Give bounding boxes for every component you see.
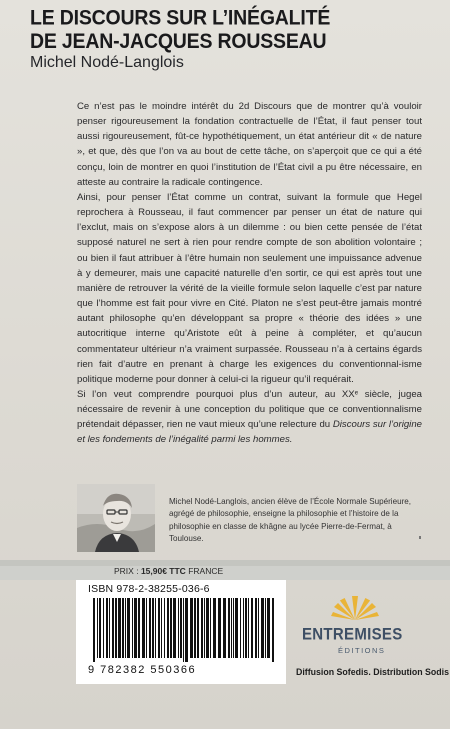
blurb xyxy=(77,99,422,448)
author-bio: Michel Nodé-Langlois, ancien élève de l’École Normale Supérieure, agrégé de philosophie, enseigne la philosophie et l’histoire de la philosophie en classe de khâgne au lycée Pierre-de-Fermat, à Toulouse. xyxy=(169,497,412,544)
price-value: 15,90€ TTC xyxy=(140,566,186,576)
distribution-info: Diffusion Sofedis. Distribution Sodis xyxy=(296,667,449,677)
publisher-subtitle: ÉDITIONS xyxy=(338,646,386,655)
blurb-paragraph-1: Ce n’est pas le moindre intérêt du 2d Discours que de montrer qu’à vouloir penser rigoureusement la fondation contractuelle de l’État, il faut penser tout aussi rigoureusement, fût-ce hypothétiquement, un état antérieur dit « de nature », et que, dès que l’on va au bout de cette tâche, on s’aperçoit que ce qui a été conçu, loin de montrer en quoi l’institution de l’État civil a pu être nécessaire, en atteste au contraire la radicale contingence. xyxy=(77,101,422,188)
blurb-paragraph-3 xyxy=(77,387,422,448)
decorative-dot xyxy=(419,536,421,539)
book-reference-italic: Discours sur l’origine et les fondements de l’inégalité parmi les hommes. xyxy=(77,419,422,446)
price-line xyxy=(114,566,223,576)
price-suffix: FRANCE xyxy=(185,566,224,576)
title-line-2: DE JEAN-JACQUES ROUSSEAU xyxy=(30,29,327,54)
blurb-paragraph-3-text: Si l’on veut comprendre pourquoi plus d’un auteur, au XXᵉ siècle, jugea nécessaire de revenir à une conception du politique que ce conventionnalisme prétendait dépasser, rien ne vaut mieux qu’une relecture du xyxy=(77,388,422,431)
blurb-paragraph-2: Ainsi, pour penser l’État comme un contrat, suivant la formule que Hegel reprochera à Rousseau, il faut commencer par penser un état de nature qui l’exclut, mais on s’expose alors à un dilemme : ou bien cette pensée de l’état supposé naturel ne sert à rien pour rendre compte de son abolition volontaire ; ou bien il faut attribuer à l’être humain non seulement une impuissance advenue à y demeurer, mais une capacité naturelle d’en sortir, ce qui est après tout une manière de retrouver la vérité de la vieille formule selon laquelle c’est par nature que l’homme est fait pour vivre en Cité. Platon ne s’est peut-être jamais montré autant philosophe qu’en développant sa propre « théorie des idées » une autocritique interne qu’Aristote eût à peine à compléter, et qu’aucun commentateur ultérieur n’a vraiment surpassée. Rousseau n’a à certains égards rien fait d’autre en prenant à charge les exigences du conventionnal-isme politique moderne pour donner à celui-ci la rigueur qu’il requérait. xyxy=(77,191,422,385)
barcode-icon xyxy=(93,598,277,662)
barcode-digits: 9 782382 550366 xyxy=(88,664,197,676)
title-line-1: LE DISCOURS SUR L’INÉGALITÉ xyxy=(30,6,331,30)
price-label: PRIX : xyxy=(114,566,141,576)
isbn-text: ISBN 978-2-38255-036-6 xyxy=(88,583,210,595)
book-title xyxy=(30,6,430,54)
author-photo xyxy=(77,484,155,552)
author-portrait-icon xyxy=(77,484,155,552)
publisher-name: ENTREMISES xyxy=(302,625,403,644)
price-band xyxy=(0,566,450,580)
sun-rays-logo-icon xyxy=(331,590,379,622)
author-name: Michel Nodé-Langlois xyxy=(30,54,184,71)
